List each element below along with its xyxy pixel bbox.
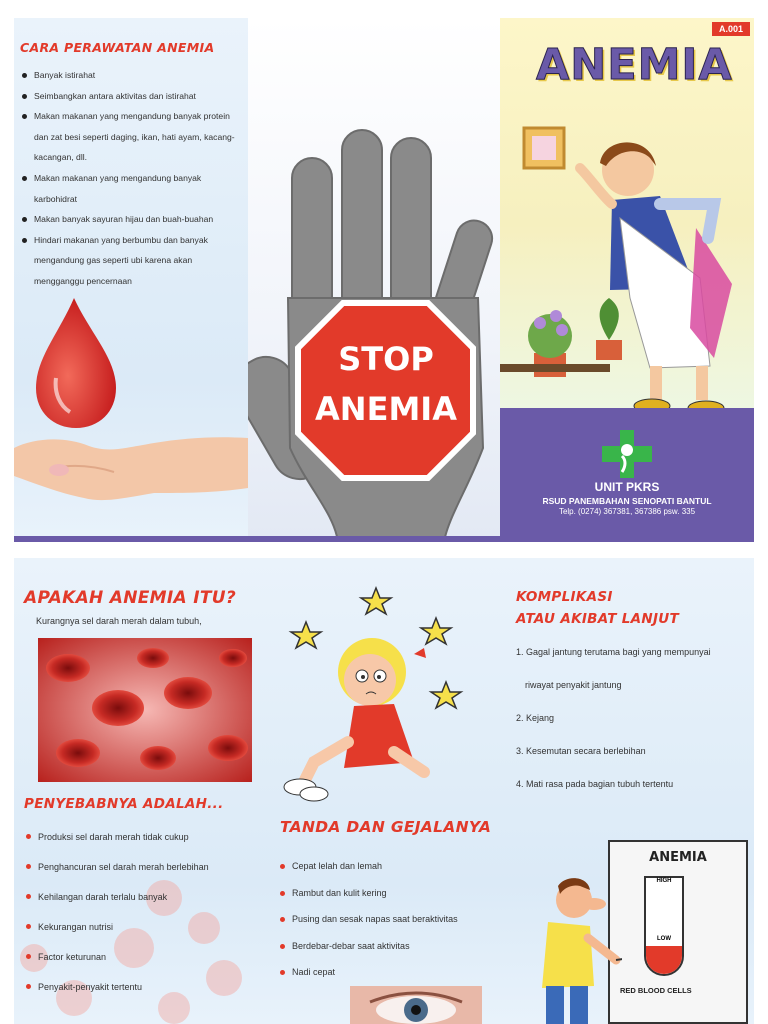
list-item: Factor keturunan [24,942,209,972]
blood-drop-icon [36,298,116,428]
list-item: Cepat lelah dan lemah [278,853,458,880]
medical-cross-icon [602,430,652,478]
list-item: Makan makanan yang mengandung banyak karbohidrat [20,168,238,209]
stop-hand-illustration [248,18,500,536]
code-badge: A.001 [712,22,750,36]
dizzy-girl-illustration [274,582,494,802]
list-item: Seimbangkan antara aktivitas dan istirahat [20,86,238,107]
anemia-chart-board [608,840,748,1024]
complications-title [516,586,679,630]
tube [644,876,684,976]
cover-panel [500,18,754,536]
cover-footer [500,408,754,536]
list-item: Nadi cepat [278,959,458,986]
what-title: APAKAH ANEMIA ITU? [24,588,236,608]
list-item: Makan banyak sayuran hijau dan buah-buahan [20,209,238,230]
list-item: Kehilangan darah terlalu banyak [24,882,209,912]
complications-list [516,646,711,791]
care-list [20,65,238,292]
tube-high-label: HIGH [656,878,672,884]
blood-cells-photo [38,638,252,782]
signs-panel [254,558,506,1024]
stop-sign-icon [298,303,473,478]
unit-name: UNIT PKRS [594,480,660,494]
blood-drop-hand-illustration [14,288,248,508]
list-item: Rambut dan kulit kering [278,880,458,907]
phone-number: Telp. (0274) 367381, 367386 psw. 335 [558,507,696,516]
causes-list [24,822,209,1002]
stop-anemia-panel [248,18,500,536]
eye-photo [350,986,482,1024]
list-item: 2. Kejang [516,713,555,723]
definition-text: Kurangnya sel darah merah dalam tubuh, [36,616,202,626]
pointing-man-illustration [512,876,622,1024]
list-item: Banyak istirahat [20,65,238,86]
complications-title-line2: ATAU AKIBAT LANJUT [516,611,680,627]
brochure-outside [14,18,754,542]
list-item: Penyakit-penyakit tertentu [24,972,209,1002]
hand-icon [14,437,248,500]
list-item: 1. Gagal jantung terutama bagi yang mempunyai [516,647,711,657]
complications-title-line1: KOMPLIKASI [516,589,613,605]
list-item: Berdebar-debar saat aktivitas [278,933,458,960]
list-item: Makan makanan yang mengandung banyak protein dan zat besi seperti daging, ikan, hati ayam, kacang-kacangan, dll. [20,106,238,168]
list-item: 4. Mati rasa pada bagian tubuh tertentu [516,779,674,789]
list-item: riwayat penyakit jantung [525,680,622,690]
list-item: Hindari makanan yang berbumbu dan banyak mengandung gas seperti ubi karena akan mengganggu pencernaan [20,230,238,292]
care-panel [14,18,248,536]
signs-title: TANDA DAN GEJALANYA [280,818,492,836]
tube-low-label: LOW [657,936,671,942]
woman-illustration [500,108,754,418]
list-item: Produksi sel darah merah tidak cukup [24,822,209,852]
list-item: Penghancuran sel darah merah berlebihan [24,852,209,882]
list-item: 3. Kesemutan secara berlebihan [516,746,646,756]
stop-line1: STOP [338,340,434,378]
list-item: Pusing dan sesak napas saat beraktivitas [278,906,458,933]
definition-panel [14,558,254,1024]
care-title: CARA PERAWATAN ANEMIA [20,40,215,55]
hospital-name: RSUD PANEMBAHAN SENOPATI BANTUL [542,496,712,506]
causes-title: PENYEBABNYA ADALAH... [24,796,224,812]
list-item: Kekurangan nutrisi [24,912,209,942]
board-caption: RED BLOOD CELLS [620,986,692,995]
brochure-inside [14,558,754,1024]
tube-fill [646,946,682,974]
complications-panel [506,558,754,1024]
board-title: ANEMIA [649,850,707,865]
stop-line2: ANEMIA [315,390,457,428]
cover-title: ANEMIA [536,40,733,90]
signs-list [278,853,458,986]
